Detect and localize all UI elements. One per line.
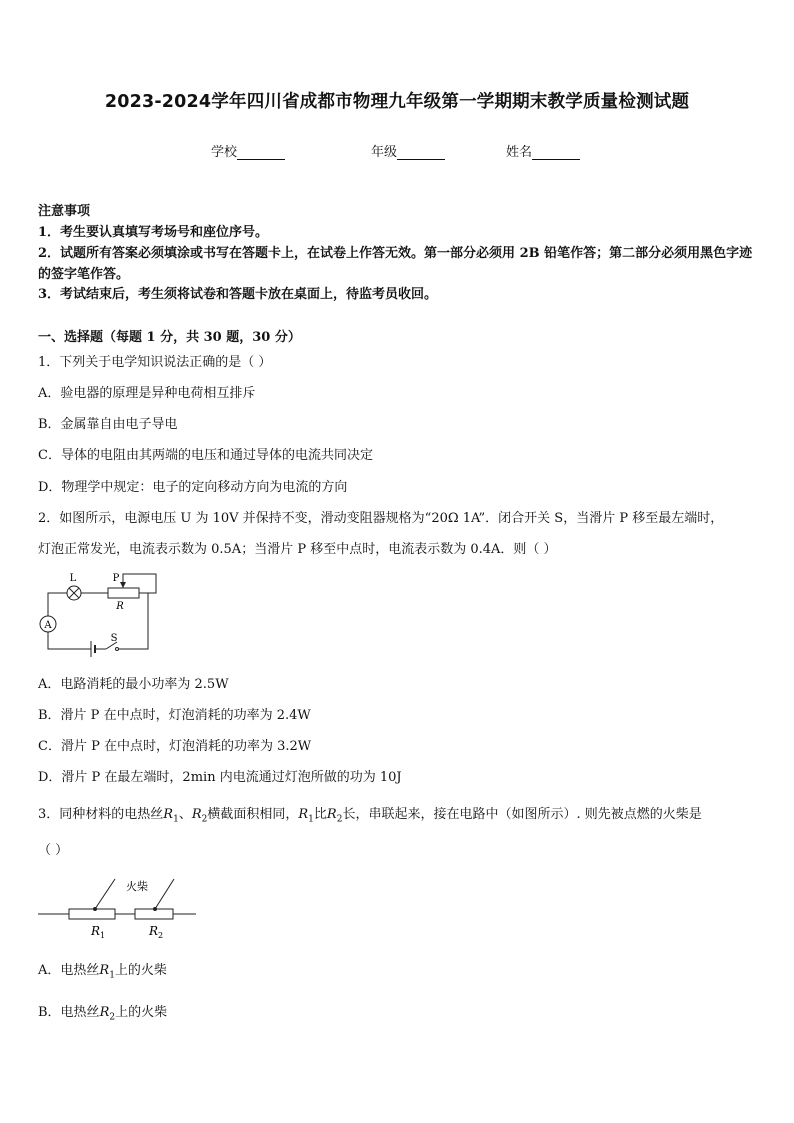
q2-stem-line1: 2．如图所示，电源电压 U 为 10V 并保持不变，滑动变阻器规格为“20Ω 1A”．闭合开关 S，当滑片 P 移至最左端时， xyxy=(38,511,724,526)
q3-heating-wire-diagram xyxy=(38,872,200,944)
q3-stem-d: 长，串联起来，接在电路中（如图所示）. 则先被点燃的火柴是 xyxy=(342,807,702,822)
grade-label: 年级 xyxy=(371,145,398,160)
match-label: 火柴 xyxy=(126,880,148,893)
q3-option-a-r: R xyxy=(99,963,110,978)
q2-stem-line2: 灯泡正常发光，电流表示数为 0.5A；当滑片 P 移至中点时，电流表示数为 0.4A．则（ ） xyxy=(38,542,557,557)
q3-stem-line1 xyxy=(38,806,702,829)
q3-r2-again: R xyxy=(326,807,337,822)
resistor-label: R xyxy=(116,601,124,612)
slider-label: P xyxy=(112,573,120,584)
notice-item-3: 3．考试结束后，考生须将试卷和答题卡放在桌面上，待监考员收回。 xyxy=(38,287,438,302)
grade-field xyxy=(371,141,445,160)
switch-label: S xyxy=(110,633,118,644)
q3-option-a-sub: 1 xyxy=(109,970,115,981)
school-blank[interactable] xyxy=(237,147,285,160)
q3-option-b-suffix: 上的火柴 xyxy=(115,1005,168,1020)
q3-sep: 、 xyxy=(178,807,192,822)
q3-r1-again-sub: 1 xyxy=(308,814,314,825)
r2-label-sub: 2 xyxy=(158,931,164,940)
r1-label-sub: 1 xyxy=(100,931,106,940)
section-heading: 一、选择题（每题 1 分，共 30 题，30 分） xyxy=(38,330,301,345)
notice-item-1: 1．考生要认真填写考场号和座位序号。 xyxy=(38,225,269,240)
q3-r2-again-sub: 2 xyxy=(336,814,343,825)
r2-label-main: R xyxy=(149,924,159,938)
q2-circuit-diagram xyxy=(38,566,163,662)
match-2 xyxy=(155,879,174,909)
q1-stem: 1．下列关于电学知识说法正确的是（ ） xyxy=(38,355,272,370)
school-field xyxy=(211,141,285,160)
name-field xyxy=(506,141,580,160)
battery-symbol xyxy=(91,641,95,657)
q3-stem-a: 3．同种材料的电热丝 xyxy=(38,807,164,822)
q3-stem-c: 比 xyxy=(313,807,327,822)
notice-item-2: 2．试题所有答案必须填涂或书写在答题卡上，在试卷上作答无效。第一部分必须用 2B 铅笔作答；第二部分必须用黑色字迹的签字笔作答。 xyxy=(38,246,753,282)
q3-stem-line2: （ ） xyxy=(38,843,69,858)
r1-label-main: R xyxy=(91,924,101,938)
q3-option-b-r: R xyxy=(99,1005,110,1020)
page-title: 2023-2024学年四川省成都市物理九年级第一学期期末教学质量检测试题 xyxy=(104,92,690,112)
q3-r1-sub: 1 xyxy=(173,814,179,825)
q1-option-d[interactable]: D．物理学中规定：电子的定向移动方向为电流的方向 xyxy=(38,480,348,495)
slider-arrow xyxy=(120,582,126,588)
q3-option-b[interactable] xyxy=(38,1004,167,1027)
name-label: 姓名 xyxy=(506,145,533,160)
q3-r1-again: R xyxy=(298,807,309,822)
match-head-2 xyxy=(153,907,157,911)
ammeter-symbol xyxy=(40,616,56,632)
q2-option-d[interactable]: D．滑片 P 在最左端时，2min 内电流通过灯泡所做的功为 10J xyxy=(38,770,402,785)
q2-option-b[interactable]: B．滑片 P 在中点时，灯泡消耗的功率为 2.4W xyxy=(38,708,311,723)
q2-option-c[interactable]: C．滑片 P 在中点时，灯泡消耗的功率为 3.2W xyxy=(38,739,312,754)
match-1 xyxy=(95,879,115,909)
ammeter-label: A xyxy=(44,620,52,631)
notice-heading: 注意事项 xyxy=(38,204,91,219)
q3-r2: R xyxy=(191,807,202,822)
q3-option-a-suffix: 上的火柴 xyxy=(114,963,167,978)
lamp-label: L xyxy=(69,573,77,584)
q3-option-a-prefix: A．电热丝 xyxy=(38,963,100,978)
q3-r1: R xyxy=(163,807,174,822)
q3-option-b-sub: 2 xyxy=(109,1012,116,1023)
q2-option-a[interactable]: A．电路消耗的最小功率为 2.5W xyxy=(38,677,229,692)
grade-blank[interactable] xyxy=(397,147,445,160)
match-head-1 xyxy=(93,907,97,911)
school-label: 学校 xyxy=(211,145,238,160)
r2-label xyxy=(148,924,163,940)
q3-r2-sub: 2 xyxy=(201,814,208,825)
q1-option-b[interactable]: B．金属靠自由电子导电 xyxy=(38,417,178,432)
q1-option-a[interactable]: A．验电器的原理是异种电荷相互排斥 xyxy=(38,386,256,401)
lamp-symbol xyxy=(67,586,81,600)
r1-label xyxy=(90,924,105,940)
name-blank[interactable] xyxy=(532,147,580,160)
q1-option-c[interactable]: C．导体的电阻由其两端的电压和通过导体的电流共同决定 xyxy=(38,448,373,463)
rheostat-symbol xyxy=(108,588,139,598)
q3-stem-b: 横截面积相同， xyxy=(207,807,299,822)
q3-option-a[interactable] xyxy=(38,962,167,985)
q3-option-b-prefix: B．电热丝 xyxy=(38,1005,100,1020)
